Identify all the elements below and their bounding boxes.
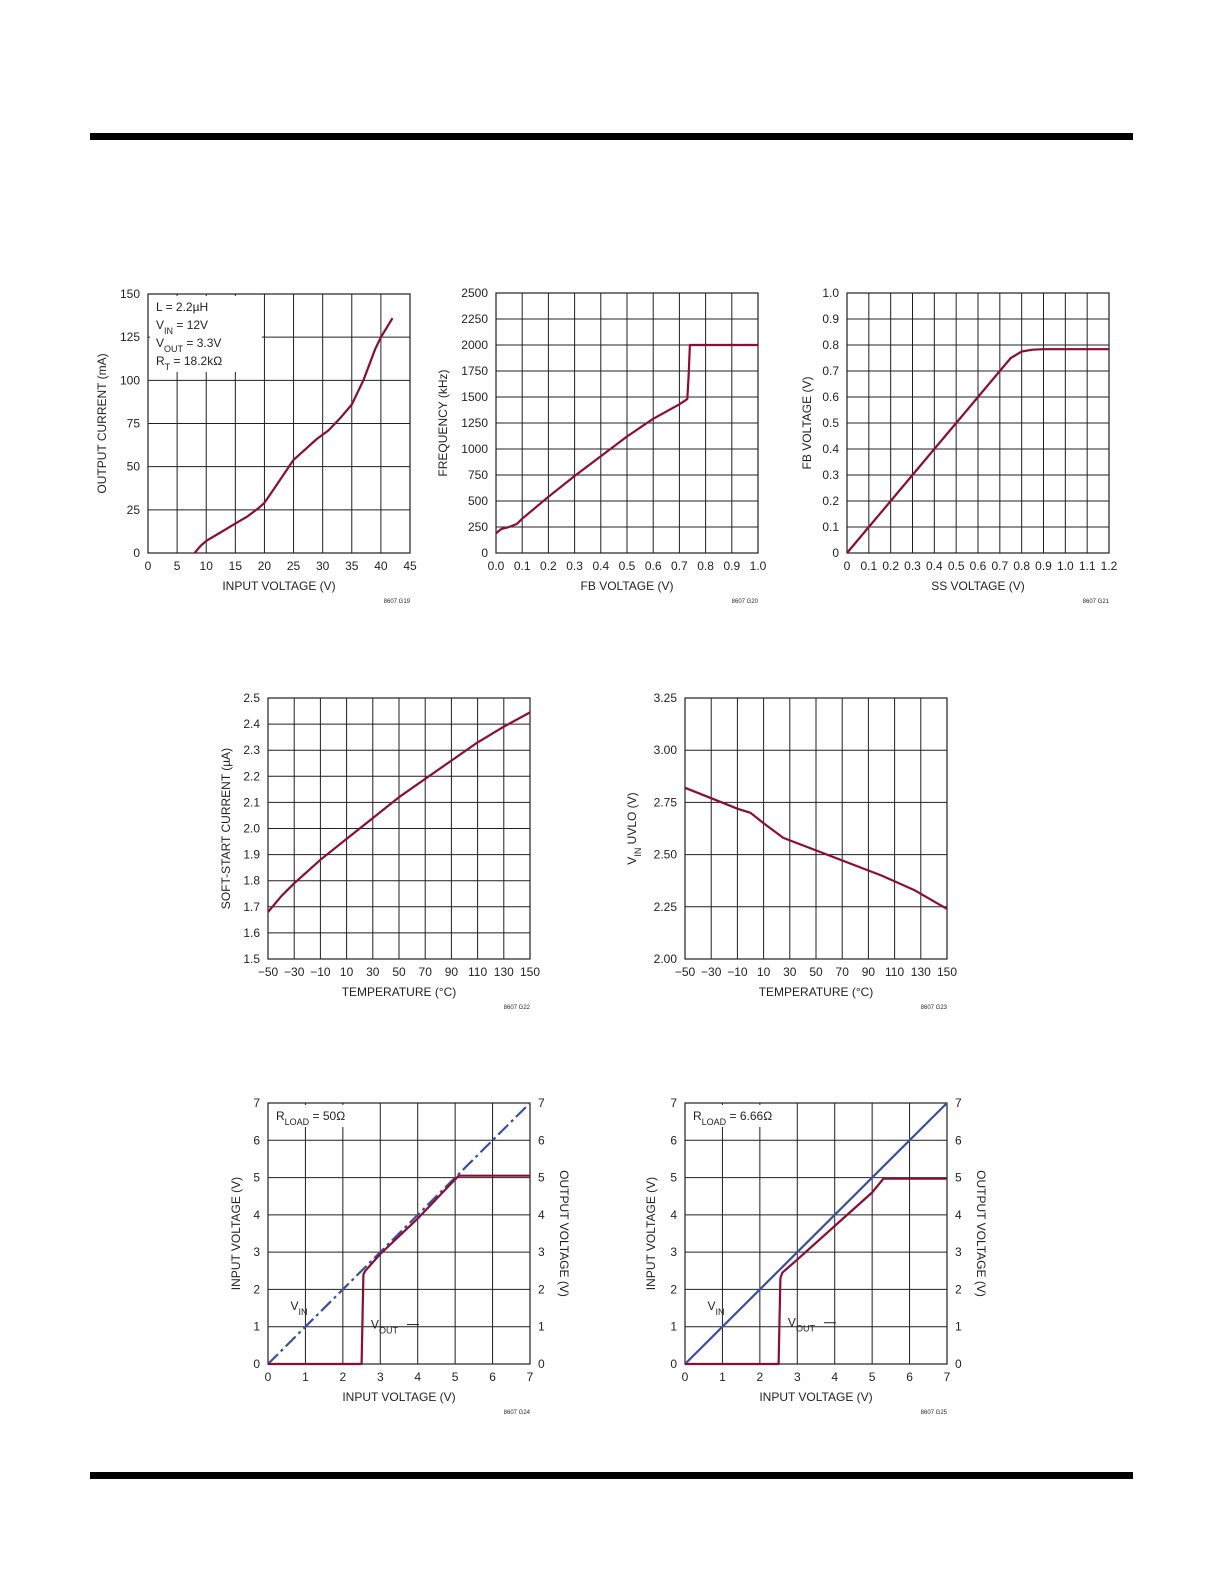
- y-axis-label: INPUT VOLTAGE (V): [229, 1176, 243, 1291]
- y2-tick-label: 5: [538, 1170, 545, 1185]
- y-tick-label: 2.3: [243, 743, 260, 758]
- y-tick-label: 1750: [461, 364, 488, 378]
- x-tick-label: 0.4: [592, 559, 610, 573]
- x-tick-label: 7: [943, 1370, 951, 1384]
- y2-tick-label: 4: [538, 1207, 545, 1222]
- y-tick-label: 2.4: [243, 717, 260, 732]
- x-tick-label: 0: [144, 559, 152, 573]
- figure-code: 8607 G21: [1082, 599, 1109, 605]
- y-tick-label: 2250: [461, 312, 488, 326]
- annotation-text: $R_{LOAD} = 50\Omega$: [276, 1109, 346, 1127]
- y-tick-label: 0: [253, 1357, 260, 1371]
- x-tick-label: 0.2: [540, 559, 557, 573]
- x-tick-label: 4: [831, 1370, 839, 1384]
- y-tick-label: 2.0: [243, 821, 260, 836]
- x-tick-label: 3: [793, 1370, 801, 1384]
- y-tick-label: 4: [670, 1207, 677, 1222]
- y-tick-label: 0: [481, 546, 488, 560]
- y2-tick-label: 6: [538, 1133, 545, 1148]
- y2-tick-label: 0: [955, 1357, 962, 1371]
- y-tick-label: 0.3: [822, 468, 839, 482]
- chart-g25: [644, 1096, 988, 1416]
- x-tick-label: 0.9: [1035, 559, 1052, 573]
- figure-code: 8607 G25: [920, 1410, 947, 1416]
- series-line: [685, 1103, 947, 1364]
- x-tick-label: 10: [199, 559, 213, 573]
- y-tick-label: 2.00: [653, 952, 677, 966]
- y-tick-label: 100: [119, 373, 140, 388]
- y-tick-label: 0.4: [822, 442, 839, 456]
- x-tick-label: 0.4: [925, 559, 943, 573]
- series-label-in: $V_{IN}$: [707, 1298, 725, 1317]
- x-axis-label: INPUT VOLTAGE (V): [759, 1390, 873, 1404]
- figure-code: 8607 G23: [920, 1005, 947, 1011]
- x-tick-label: 70: [835, 965, 849, 979]
- x-tick-label: 45: [403, 559, 417, 573]
- chart-g21: [800, 286, 1118, 605]
- y-tick-label: 2: [670, 1282, 677, 1297]
- x-tick-label: 20: [257, 559, 272, 573]
- y2-tick-label: 7: [538, 1096, 545, 1110]
- x-axis-label: TEMPERATURE (°C): [758, 985, 874, 999]
- series-line: [685, 1179, 947, 1364]
- x-tick-label: 6: [489, 1370, 496, 1384]
- x-tick-label: 0: [264, 1370, 272, 1384]
- x-tick-label: 1: [719, 1370, 726, 1384]
- y2-tick-label: 3: [955, 1245, 962, 1260]
- y-axis-label: OUTPUT CURRENT (mA): [95, 353, 109, 494]
- y-tick-label: 1000: [461, 442, 488, 456]
- y-tick-label: 125: [119, 330, 140, 345]
- y-tick-label: 1.7: [243, 899, 260, 914]
- x-tick-label: 6: [906, 1370, 913, 1384]
- x-tick-label: 0.2: [882, 559, 900, 573]
- y-tick-label: 2.2: [243, 769, 260, 784]
- annotation-text: $V_{OUT} = 3.3V$: [156, 336, 222, 354]
- y-axis-label: INPUT VOLTAGE (V): [644, 1176, 658, 1291]
- y2-tick-label: 1: [955, 1319, 962, 1334]
- x-axis-label: SS VOLTAGE (V): [931, 579, 1025, 593]
- x-tick-label: 0.1: [513, 559, 531, 573]
- x-tick-label: 0.1: [860, 559, 878, 573]
- series-label-out: $V_{OUT}$: [787, 1315, 815, 1334]
- y-tick-label: 5: [253, 1170, 260, 1185]
- x-tick-label: 3: [376, 1370, 384, 1384]
- x-tick-label: 4: [414, 1370, 422, 1384]
- x-tick-label: 70: [418, 965, 432, 979]
- y-tick-label: 3: [670, 1245, 677, 1260]
- annotation-text: $V_{IN} = 12V$: [156, 318, 209, 336]
- y-tick-label: 1.0: [822, 286, 839, 300]
- x-tick-label: 5: [173, 559, 181, 573]
- x-tick-label: 2: [756, 1370, 764, 1384]
- x-tick-label: 150: [936, 965, 958, 979]
- figure-code: 8607 G20: [731, 599, 758, 605]
- y-tick-label: 250: [467, 520, 488, 534]
- y-tick-label: 2.75: [653, 795, 677, 810]
- x-tick-label: 1.1: [1078, 559, 1096, 573]
- y-tick-label: 4: [253, 1207, 260, 1222]
- x-tick-label: 0.6: [644, 559, 662, 573]
- y2-tick-label: 0: [538, 1357, 545, 1371]
- x-tick-label: 0.5: [947, 559, 965, 573]
- x-tick-label: 50: [392, 965, 406, 979]
- x-tick-label: 130: [910, 965, 931, 979]
- y2-tick-label: 2: [538, 1282, 545, 1297]
- y-tick-label: 3.25: [653, 691, 677, 705]
- y-tick-label: 2.1: [243, 795, 260, 810]
- x-tick-label: 0.8: [697, 559, 714, 573]
- y2-axis-label: OUTPUT VOLTAGE (V): [974, 1170, 988, 1297]
- figure-code: 8607 G22: [503, 1005, 530, 1011]
- x-tick-label: 10: [339, 965, 354, 979]
- x-tick-label: −50: [674, 965, 696, 979]
- y-tick-label: 1.5: [243, 952, 260, 966]
- x-tick-label: 130: [493, 965, 514, 979]
- y-tick-label: 7: [670, 1096, 677, 1110]
- chart-g20: [436, 286, 767, 605]
- x-tick-label: 150: [519, 965, 541, 979]
- x-tick-label: 40: [374, 559, 388, 573]
- x-tick-label: 0.8: [1013, 559, 1031, 573]
- y-tick-label: 25: [126, 502, 140, 517]
- x-tick-label: 10: [756, 965, 771, 979]
- x-tick-label: 0.7: [991, 559, 1009, 573]
- y-tick-label: 0: [832, 546, 839, 560]
- y-tick-label: 0.1: [822, 520, 839, 534]
- x-tick-label: 0.0: [487, 559, 505, 573]
- y-tick-label: 0.5: [822, 416, 839, 430]
- y-tick-label: 1500: [461, 390, 488, 404]
- y-tick-label: 2: [253, 1282, 260, 1297]
- x-tick-label: 0.9: [723, 559, 741, 573]
- y-tick-label: 150: [119, 287, 140, 301]
- x-tick-label: 0: [843, 559, 851, 573]
- y2-tick-label: 2: [955, 1282, 962, 1297]
- y2-tick-label: 3: [538, 1245, 545, 1260]
- x-tick-label: 0.6: [969, 559, 987, 573]
- y-tick-label: 2.25: [653, 899, 677, 914]
- y2-tick-label: 6: [955, 1133, 962, 1148]
- y-tick-label: 1.6: [243, 925, 260, 940]
- x-tick-label: 0: [681, 1370, 689, 1384]
- figure-code: 8607 G19: [383, 599, 410, 605]
- y-tick-label: 1: [253, 1319, 260, 1334]
- figure-code: 8607 G24: [503, 1410, 530, 1416]
- x-tick-label: 7: [526, 1370, 534, 1384]
- x-tick-label: 110: [468, 965, 488, 979]
- x-axis-label: INPUT VOLTAGE (V): [342, 1390, 456, 1404]
- chart-g19: [95, 287, 417, 605]
- x-tick-label: 25: [286, 559, 301, 573]
- y-tick-label: 0: [670, 1357, 677, 1371]
- chart-g24: [229, 1096, 571, 1416]
- y-axis-label: $V_{IN}$ UVLO (V): [625, 792, 643, 865]
- x-tick-label: 30: [315, 559, 330, 573]
- x-axis-label: TEMPERATURE (°C): [341, 985, 457, 999]
- annotation-text: $R_{LOAD} = 6.66\Omega$: [693, 1109, 773, 1127]
- series-label-out: $V_{OUT}$: [370, 1317, 398, 1336]
- x-tick-label: 2: [339, 1370, 347, 1384]
- y-tick-label: 750: [467, 468, 488, 482]
- series-line: [268, 1103, 530, 1364]
- y-tick-label: 7: [253, 1096, 260, 1110]
- y-tick-label: 0.7: [822, 364, 839, 378]
- x-axis-label: INPUT VOLTAGE (V): [222, 579, 336, 593]
- x-tick-label: 1.0: [1056, 559, 1074, 573]
- y-tick-label: 5: [670, 1170, 677, 1185]
- x-tick-label: 0.3: [566, 559, 583, 573]
- x-axis-label: FB VOLTAGE (V): [580, 579, 674, 593]
- x-tick-label: 5: [451, 1370, 459, 1384]
- y-tick-label: 500: [467, 494, 488, 508]
- x-tick-label: 30: [366, 965, 380, 979]
- y-tick-label: 75: [126, 416, 140, 431]
- x-tick-label: 0.5: [618, 559, 636, 573]
- x-tick-label: −30: [284, 965, 305, 979]
- x-tick-label: 50: [809, 965, 823, 979]
- x-tick-label: 110: [885, 965, 905, 979]
- annotation-text: L = 2.2µH: [156, 300, 209, 314]
- x-tick-label: −10: [727, 965, 748, 979]
- x-tick-label: 35: [345, 559, 359, 573]
- series-label-in: $V_{IN}$: [290, 1298, 308, 1317]
- y-tick-label: 2.5: [243, 691, 260, 705]
- y2-tick-label: 1: [538, 1319, 545, 1334]
- y-tick-label: 2.50: [653, 847, 677, 862]
- y-tick-label: 0.6: [822, 390, 839, 404]
- y2-tick-label: 7: [955, 1096, 962, 1110]
- x-tick-label: 0.3: [904, 559, 921, 573]
- y-tick-label: 6: [253, 1133, 260, 1148]
- y-tick-label: 1250: [461, 416, 488, 430]
- y-tick-label: 1: [670, 1319, 677, 1334]
- y-tick-label: 6: [670, 1133, 677, 1148]
- x-tick-label: 1.2: [1100, 559, 1118, 573]
- x-tick-label: −50: [257, 965, 279, 979]
- chart-g23: [625, 691, 957, 1011]
- x-tick-label: 90: [861, 965, 876, 979]
- y-axis-label: FREQUENCY (kHz): [436, 369, 450, 477]
- y-tick-label: 1.8: [243, 873, 260, 888]
- x-tick-label: 1.0: [749, 559, 767, 573]
- x-tick-label: 1: [302, 1370, 309, 1384]
- y-tick-label: 0.2: [822, 494, 839, 508]
- y-axis-label: SOFT-START CURRENT (µA): [219, 747, 233, 910]
- y-tick-label: 2500: [461, 286, 488, 300]
- annotation-text: $R_T = 18.2k\Omega$: [156, 354, 223, 372]
- series-line: [268, 1176, 530, 1364]
- y-axis-label: FB VOLTAGE (V): [800, 376, 814, 470]
- x-tick-label: 15: [228, 559, 243, 573]
- x-tick-label: −30: [701, 965, 722, 979]
- y-tick-label: 2000: [461, 338, 488, 352]
- y2-tick-label: 5: [955, 1170, 962, 1185]
- y-tick-label: 0: [133, 546, 140, 560]
- x-tick-label: 0.7: [671, 559, 688, 573]
- y2-axis-label: OUTPUT VOLTAGE (V): [557, 1170, 571, 1297]
- y-tick-label: 50: [126, 459, 140, 474]
- y-tick-label: 3: [253, 1245, 260, 1260]
- y-tick-label: 3.00: [653, 743, 677, 758]
- y2-tick-label: 4: [955, 1207, 962, 1222]
- y-tick-label: 1.9: [243, 847, 260, 862]
- x-tick-label: 30: [783, 965, 797, 979]
- x-tick-label: −10: [310, 965, 331, 979]
- x-tick-label: 90: [444, 965, 459, 979]
- y-tick-label: 0.9: [822, 312, 839, 326]
- y-tick-label: 0.8: [822, 338, 839, 352]
- x-tick-label: 5: [868, 1370, 876, 1384]
- chart-g22: [219, 691, 540, 1011]
